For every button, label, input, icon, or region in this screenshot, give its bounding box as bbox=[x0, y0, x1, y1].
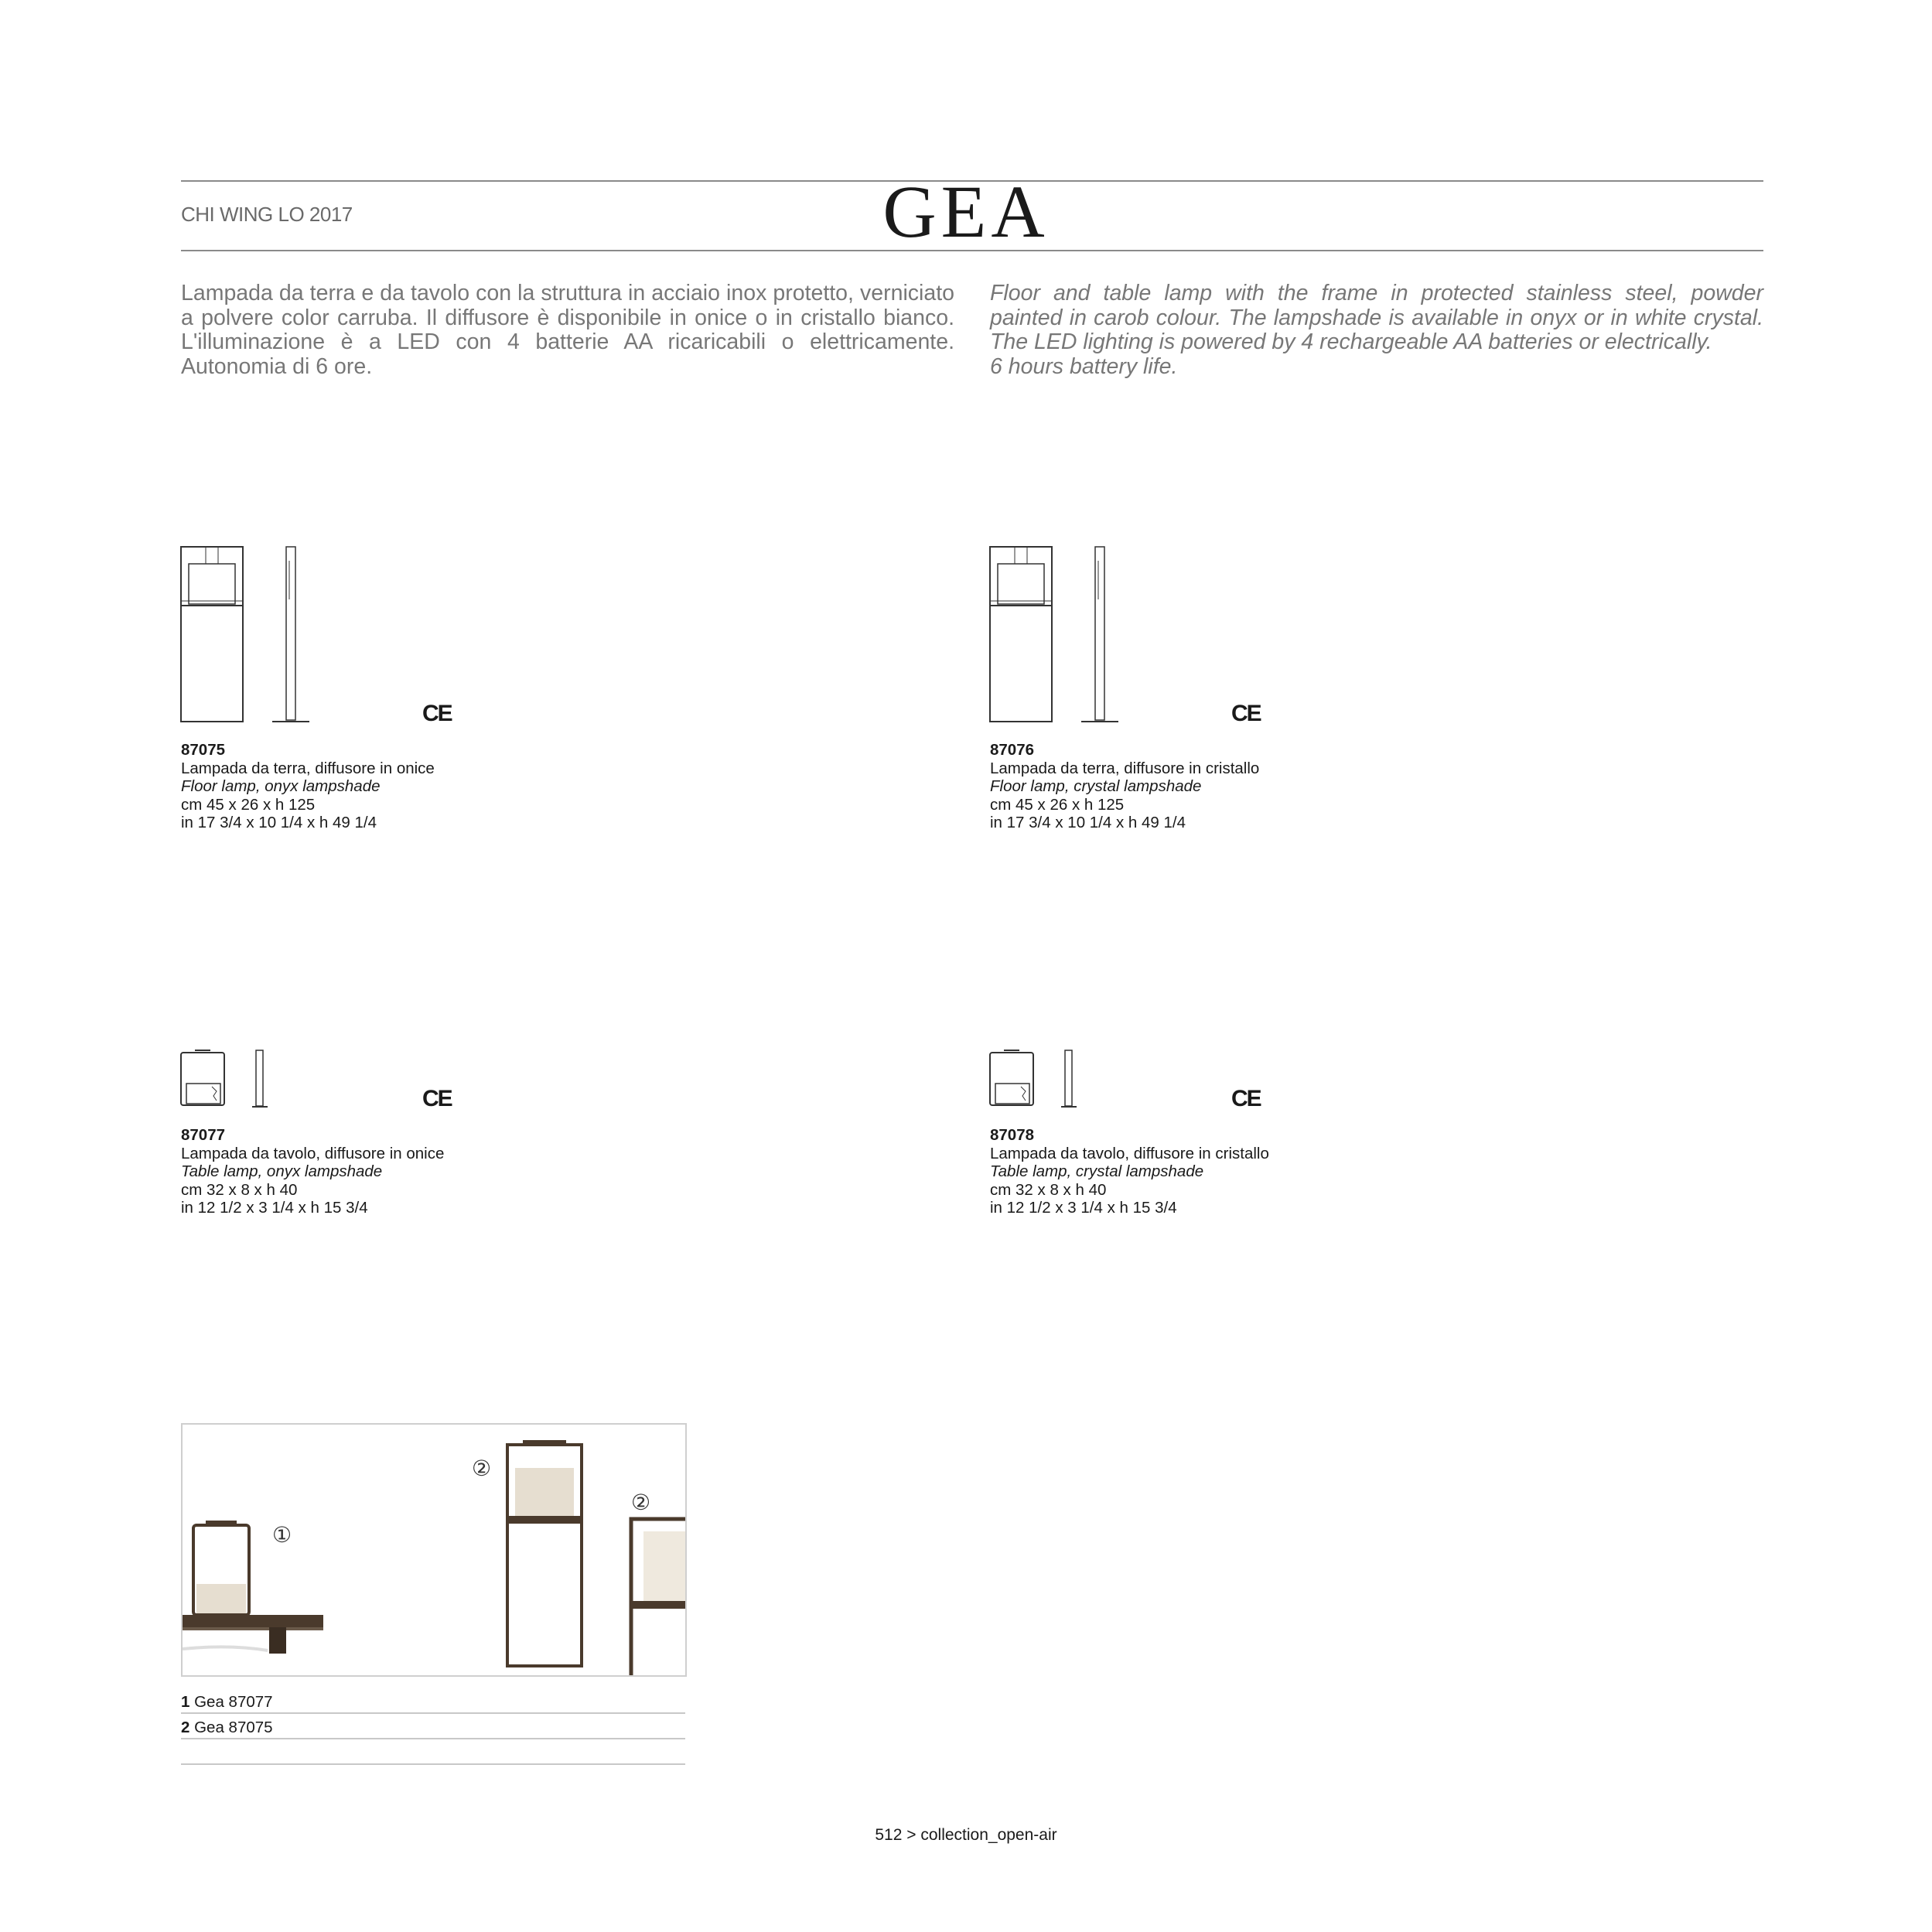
product-code: 87077 bbox=[181, 1126, 226, 1144]
floor-lamp-front-drawing bbox=[988, 545, 1058, 723]
floor-lamp-side-drawing bbox=[1080, 545, 1120, 723]
ambient-photo-illustration bbox=[183, 1425, 685, 1675]
product-87075 bbox=[181, 741, 435, 832]
description-english bbox=[990, 282, 1763, 379]
product-code: 87078 bbox=[990, 1126, 1035, 1144]
table-lamp-side-drawing bbox=[251, 1048, 269, 1110]
caption-row bbox=[181, 1693, 273, 1712]
ce-mark: CE bbox=[422, 701, 452, 726]
floor-lamp-side-drawing bbox=[271, 545, 311, 723]
caption-divider bbox=[181, 1738, 685, 1739]
product-dimensions-cm: cm 32 x 8 x h 40 bbox=[990, 1180, 1107, 1199]
product-dimensions-cm: cm 32 x 8 x h 40 bbox=[181, 1180, 298, 1199]
product-name-en: Table lamp, onyx lampshade bbox=[181, 1162, 383, 1180]
product-87078 bbox=[990, 1126, 1269, 1217]
description-english-text: Floor and table lamp with the frame in protected stainless steel, powder painted in carob colour. The lampshade is available in onyx or in white crystal. The LED lighting is powered by 4 rechargeable AA batteries or electrically. bbox=[990, 281, 1763, 354]
product-name-it: Lampada da terra, diffusore in onice bbox=[181, 759, 435, 777]
caption-row bbox=[181, 1719, 273, 1737]
product-name-it: Lampada da terra, diffusore in cristallo bbox=[990, 759, 1260, 777]
table-lamp-front-drawing bbox=[179, 1048, 227, 1108]
page-title: GEA bbox=[882, 170, 1050, 253]
floor-lamp-front-drawing bbox=[179, 545, 249, 723]
description-italian: Lampada da terra e da tavolo con la struttura in acciaio inox protetto, verniciato a polvere color carruba. Il diffusore è disponibile in onice o in cristallo bianco. L'illuminazione è a LED con 4 batterie AA ricaricabili o elettricamente. Autonomia di 6 ore. bbox=[181, 281, 954, 379]
table-lamp-front-drawing bbox=[988, 1048, 1036, 1108]
ambient-photo bbox=[181, 1423, 687, 1677]
caption-number: 1 bbox=[181, 1693, 190, 1711]
photo-marker-3: ② bbox=[631, 1490, 651, 1514]
caption-divider bbox=[181, 1763, 685, 1765]
product-87076 bbox=[990, 741, 1259, 832]
ce-mark: CE bbox=[1231, 1086, 1261, 1111]
ce-mark: CE bbox=[1231, 701, 1261, 726]
product-dimensions-cm: cm 45 x 26 x h 125 bbox=[990, 795, 1125, 814]
product-code: 87075 bbox=[181, 741, 226, 759]
product-dimensions-in: in 12 1/2 x 3 1/4 x h 15 3/4 bbox=[990, 1199, 1177, 1217]
caption-number: 2 bbox=[181, 1719, 190, 1736]
product-dimensions-in: in 17 3/4 x 10 1/4 x h 49 1/4 bbox=[990, 814, 1186, 831]
table-lamp-side-drawing bbox=[1060, 1048, 1078, 1110]
product-code: 87076 bbox=[990, 741, 1035, 759]
product-name-en: Table lamp, crystal lampshade bbox=[990, 1162, 1204, 1180]
photo-marker-2: ② bbox=[472, 1456, 492, 1480]
page-footer: 512 > collection_open-air bbox=[875, 1826, 1057, 1844]
photo-marker-1: ① bbox=[272, 1523, 292, 1547]
caption-divider bbox=[181, 1712, 685, 1714]
ce-mark: CE bbox=[422, 1086, 452, 1111]
product-name-it: Lampada da tavolo, diffusore in onice bbox=[181, 1144, 445, 1162]
product-87077 bbox=[181, 1126, 444, 1217]
product-name-en: Floor lamp, onyx lampshade bbox=[181, 777, 381, 795]
product-name-en: Floor lamp, crystal lampshade bbox=[990, 777, 1202, 795]
designer-credit: CHI WING LO 2017 bbox=[181, 203, 353, 226]
description-english-battery: 6 hours battery life. bbox=[990, 353, 1178, 379]
product-dimensions-cm: cm 45 x 26 x h 125 bbox=[181, 795, 316, 814]
product-dimensions-in: in 12 1/2 x 3 1/4 x h 15 3/4 bbox=[181, 1199, 368, 1217]
product-dimensions-in: in 17 3/4 x 10 1/4 x h 49 1/4 bbox=[181, 814, 377, 831]
product-name-it: Lampada da tavolo, diffusore in cristallo bbox=[990, 1144, 1269, 1162]
caption-text: Gea 87077 bbox=[194, 1693, 273, 1711]
caption-text: Gea 87075 bbox=[194, 1719, 273, 1736]
